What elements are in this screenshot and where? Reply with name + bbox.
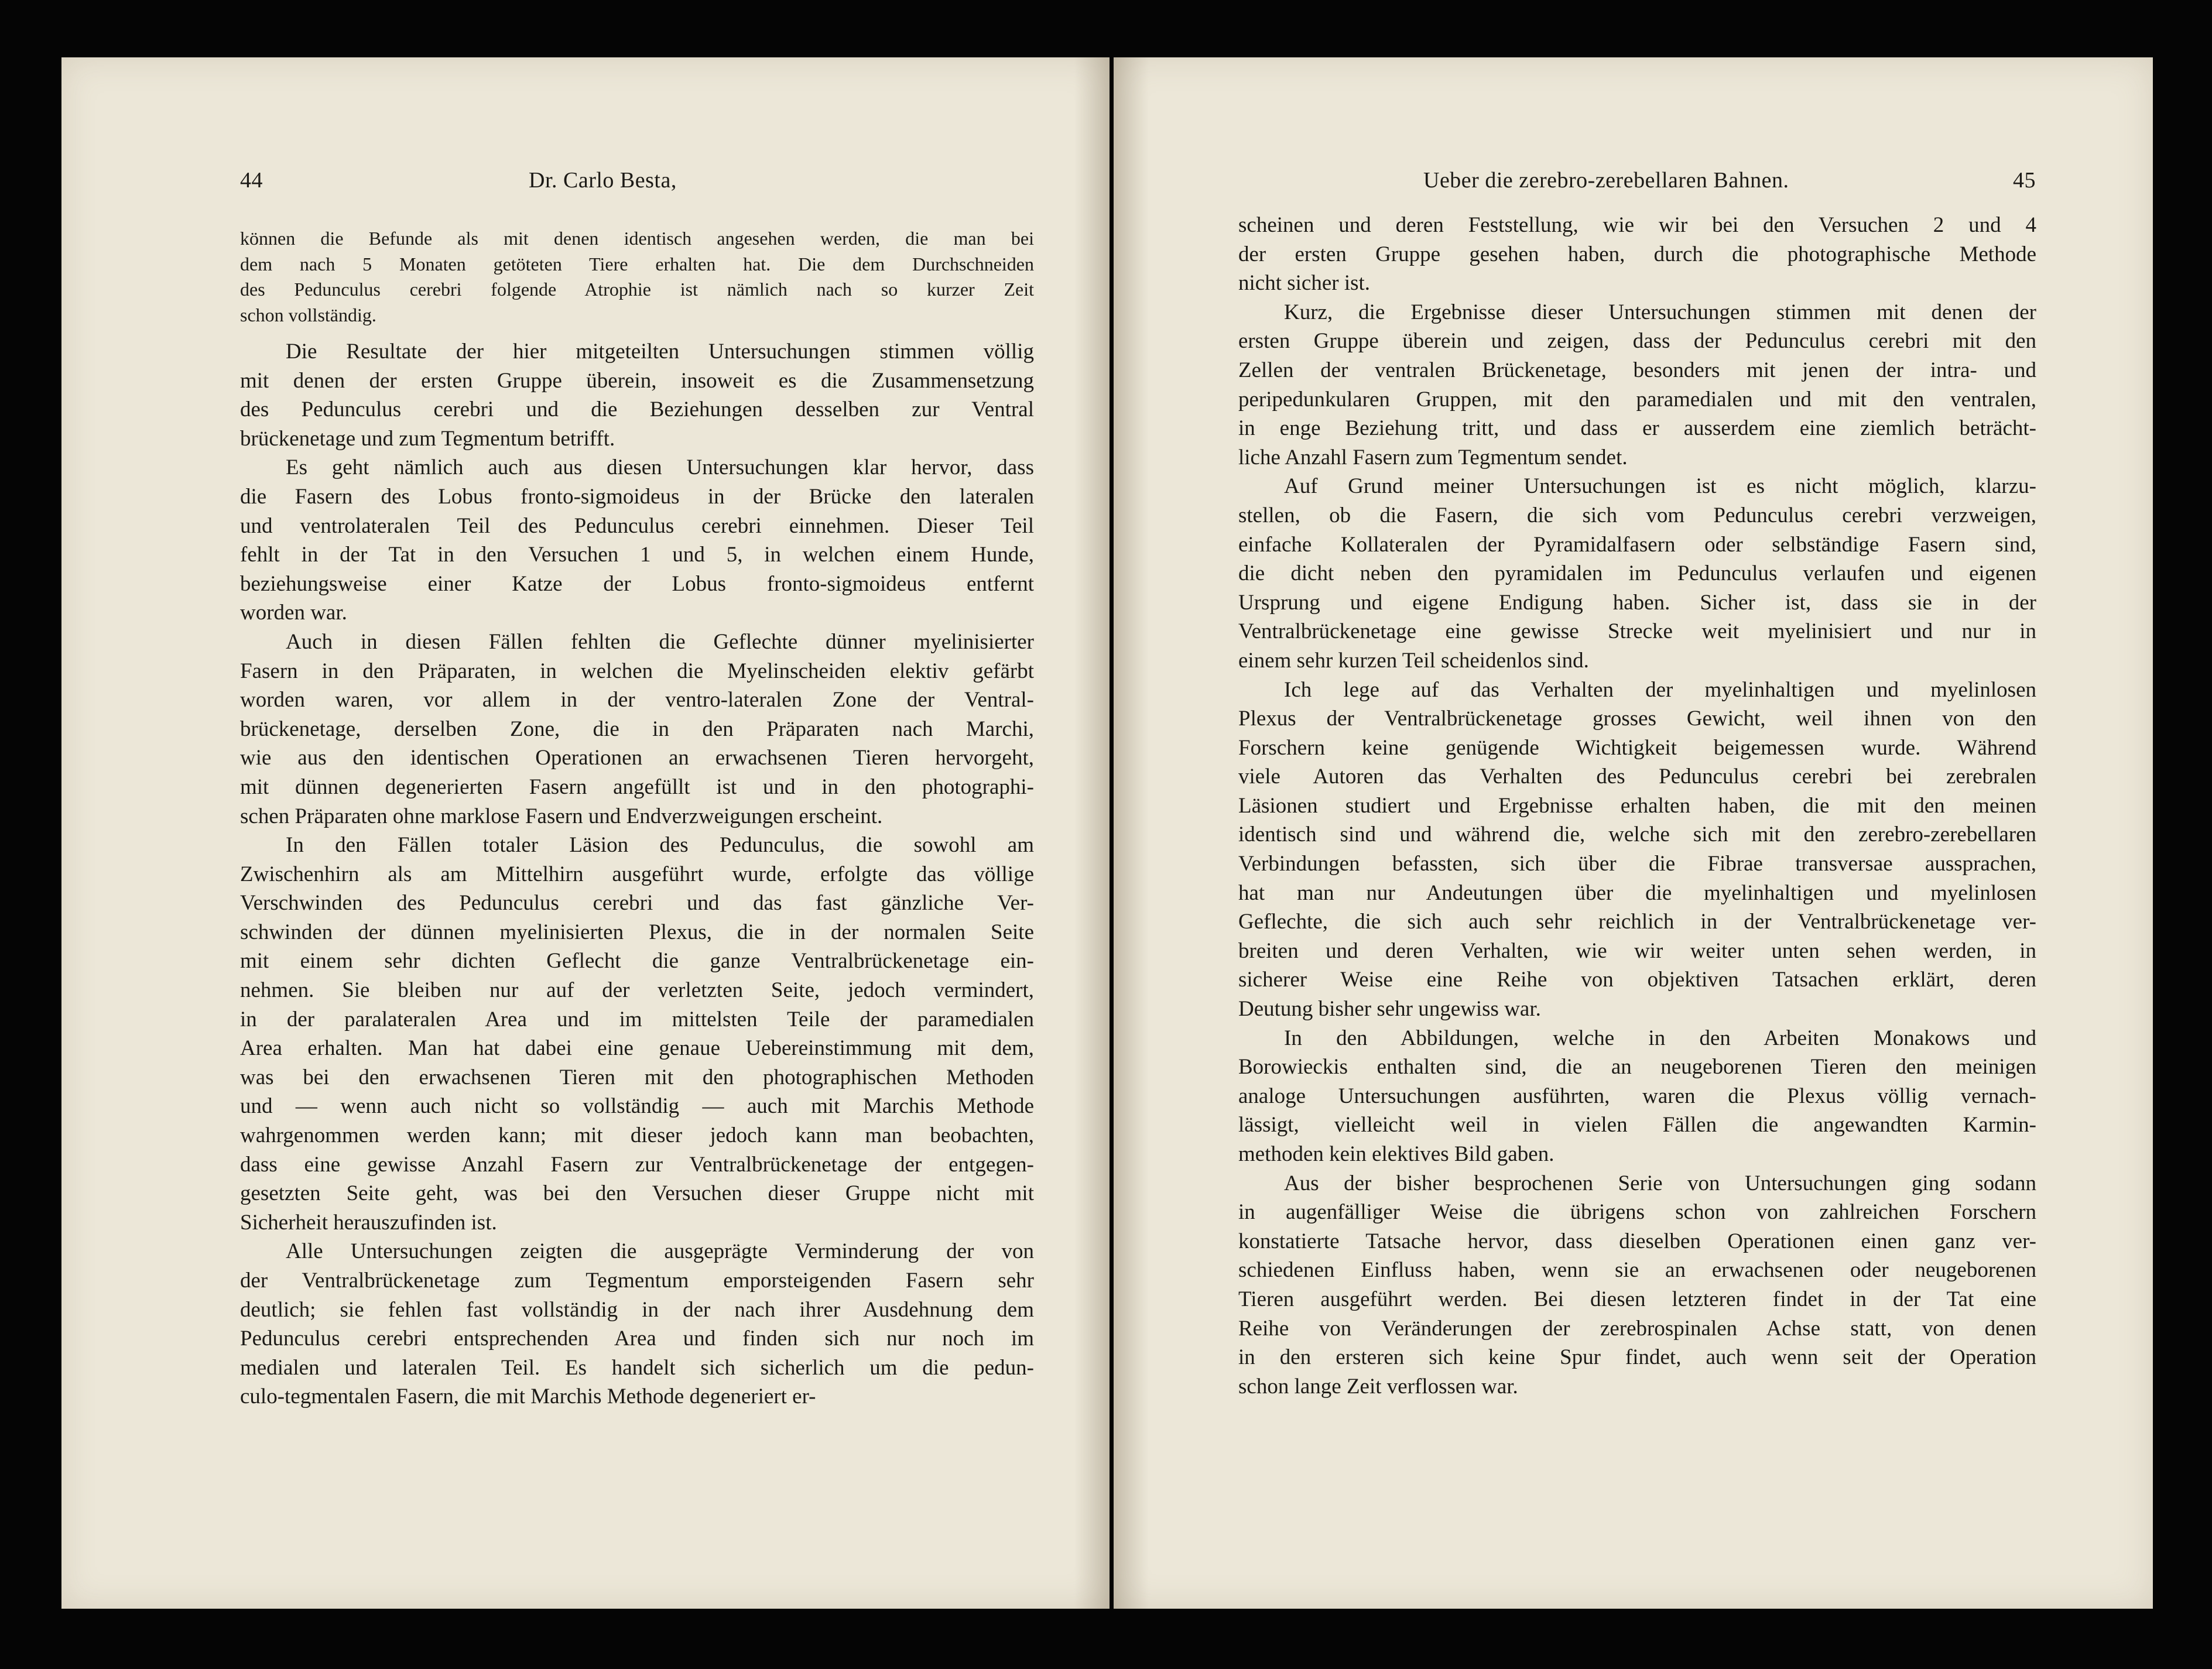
text-line: Läsionen studiert und Ergebnisse erhalten haben, die mit den meinen [1238, 793, 2036, 818]
text-line: wahrgenommen werden kann; mit dieser jedoch kann man beobachten, [240, 1123, 1034, 1148]
text-line: beziehungsweise einer Katze der Lobus fronto-sigmoideus entfernt [240, 571, 1034, 596]
paragraph [240, 831, 1034, 1237]
text-line: Die Resultate der hier mitgeteilten Untersuchungen stimmen völlig [286, 340, 1034, 364]
text-line: die dicht neben den pyramidalen im Pedunculus verlaufen und eigenen [1238, 561, 2036, 586]
paragraph [1238, 472, 2036, 675]
text-line: Zwischenhirn als am Mittelhirn ausgeführt wurde, erfolgte das völlige [240, 862, 1034, 886]
text-line: Area erhalten. Man hat dabei eine genaue Uebereinstimmung mit dem, [240, 1036, 1034, 1061]
text-line: in enge Beziehung tritt, und dass er ausserdem eine ziemlich beträcht- [1238, 416, 2036, 441]
text-line: nehmen. Sie bleiben nur auf der verletzten Seite, jedoch vermindert, [240, 978, 1034, 1003]
text-line: methoden kein elektives Bild gaben. [1238, 1142, 1554, 1166]
text-line: Auch in diesen Fällen fehlten die Geflechte dünner myelinisierter [286, 629, 1034, 654]
text-line: mit dünnen degenerierten Fasern angefüllt ist und in den photographi- [240, 774, 1034, 799]
text-line: einem sehr kurzen Teil scheidenlos sind. [1238, 648, 1589, 673]
page-number: 44 [240, 168, 263, 193]
gutter-shadow [1074, 57, 1110, 1609]
text-line: stellen, ob die Fasern, die sich vom Pedunculus cerebri verzweigen, [1238, 503, 2036, 527]
text-line: Aus der bisher besprochenen Serie von Untersuchungen ging sodann [1284, 1171, 2036, 1195]
text-line: In den Abbildungen, welche in den Arbeiten Monakows und [1284, 1026, 2036, 1050]
text-line: peripedunkularen Gruppen, mit den paramedialen und mit den ventralen, [1238, 387, 2036, 412]
text-line: Geflechte, die sich auch sehr reichlich in der Ventralbrückenetage ver- [1238, 910, 2036, 934]
paragraph [240, 628, 1034, 831]
paragraph [1238, 676, 2036, 1024]
footnote-continuation [240, 226, 1034, 328]
text-line: analoge Untersuchungen ausführten, waren die Plexus völlig vernach- [1238, 1084, 2036, 1108]
text-line: In den Fällen totaler Läsion des Pedunculus, die sowohl am [286, 833, 1034, 858]
page-number: 45 [2013, 168, 2036, 193]
text-line: der Ventralbrückenetage zum Tegmentum emporsteigenden Fasern sehr [240, 1269, 1034, 1293]
text-line: Sicherheit herauszufinden ist. [240, 1210, 497, 1235]
text-line: und — wenn auch nicht so vollständig — auch mit Marchis Methode [240, 1094, 1034, 1119]
text-line: mit einem sehr dichten Geflecht die ganze Ventralbrückenetage ein- [240, 949, 1034, 974]
text-line: schwinden der dünnen myelinisierten Plexus, die in der normalen Seite [240, 920, 1034, 944]
text-line: worden waren, vor allem in der ventro-lateralen Zone der Ventral- [240, 688, 1034, 712]
text-line: sicherer Weise eine Reihe von objektiven Tatsachen erklärt, deren [1238, 968, 2036, 992]
text-line: dem nach 5 Monaten getöteten Tiere erhalten hat. Die dem Durchschneiden [240, 253, 1034, 275]
paragraph [1238, 1024, 2036, 1169]
text-line: Verschwinden des Pedunculus cerebri und das fast gänzliche Ver- [240, 891, 1034, 916]
text-line: was bei den erwachsenen Tieren mit den photographischen Methoden [240, 1065, 1034, 1089]
text-line: in den ersteren sich keine Spur findet, auch wenn seit der Operation [1238, 1345, 2036, 1370]
left-page-body [240, 226, 1034, 1411]
text-line: lässigt, vielleicht weil in vielen Fällen die angewandten Karmin- [1238, 1113, 2036, 1137]
text-line: wie aus den identischen Operationen an erwachsenen Tieren hervorgeht, [240, 746, 1034, 770]
text-line: culo-tegmentalen Fasern, die mit Marchis Methode degeneriert er- [240, 1384, 816, 1409]
text-line: ersten Gruppe überein und zeigen, dass der Pedunculus cerebri mit den [1238, 329, 2036, 354]
text-line: brückenetage und zum Tegmentum betrifft. [240, 426, 615, 451]
text-line: und ventrolateralen Teil des Pedunculus cerebri einnehmen. Dieser Teil [240, 513, 1034, 538]
text-line: Ventralbrückenetage eine gewisse Strecke weit myelinisiert und nur in [1238, 619, 2036, 644]
text-line: Reihe von Veränderungen der zerebrospinalen Achse statt, von denen [1238, 1316, 2036, 1341]
text-line: schen Präparaten ohne marklose Fasern und Endverzweigungen erscheint. [240, 804, 883, 828]
text-line: Verbindungen befassten, sich über die Fibrae transversae aussprachen, [1238, 852, 2036, 876]
running-head: Dr. Carlo Besta, [529, 168, 677, 193]
text-line: Es geht nämlich auch aus diesen Untersuchungen klar hervor, dass [286, 455, 1034, 480]
text-line: schon lange Zeit verflossen war. [1238, 1374, 1518, 1399]
text-line: in augenfälliger Weise die übrigens schon von zahlreichen Forschern [1238, 1200, 2036, 1225]
text-line: viele Autoren das Verhalten des Pedunculus cerebri bei zerebralen [1238, 765, 2036, 789]
paragraph [240, 1237, 1034, 1411]
text-line: des Pedunculus cerebri folgende Atrophie ist nämlich nach so kurzer Zeit [240, 279, 1034, 300]
text-line: in der paralateralen Area und im mittelsten Teile der paramedialen [240, 1007, 1034, 1031]
paragraph [240, 337, 1034, 453]
text-line: einfache Kollateralen der Pyramidalfasern oder selbständige Fasern sind, [1238, 532, 2036, 557]
paragraph [1238, 211, 2036, 298]
text-line: Ich lege auf das Verhalten der myelinhaltigen und myelinlosen [1284, 677, 2036, 702]
text-line: Deutung bisher sehr ungewiss war. [1238, 997, 1541, 1022]
text-line: schiedenen Einfluss haben, wenn sie an erwachsenen oder neugeborenen [1238, 1258, 2036, 1283]
running-head: Ueber die zerebro-zerebellaren Bahnen. [1423, 168, 1789, 193]
right-page-body [1238, 211, 2036, 1401]
text-line: die Fasern des Lobus fronto-sigmoideus in der Brücke den lateralen [240, 484, 1034, 509]
text-line: Ursprung und eigene Endigung haben. Sicher ist, dass sie in der [1238, 590, 2036, 615]
text-line: identisch sind und während die, welche sich mit den zerebro-zerebellaren [1238, 822, 2036, 847]
text-line: können die Befunde als mit denen identisch angesehen werden, die man bei [240, 228, 1034, 249]
text-line: schon vollständig. [240, 304, 376, 325]
text-line: Pedunculus cerebri entsprechenden Area und finden sich nur noch im [240, 1327, 1034, 1351]
text-line: scheinen und deren Feststellung, wie wir bei den Versuchen 2 und 4 [1238, 213, 2036, 237]
spacer [240, 328, 1034, 337]
gutter-shadow [1114, 57, 1149, 1609]
text-line: deutlich; sie fehlen fast vollständig in der nach ihrer Ausdehnung dem [240, 1297, 1034, 1322]
text-line: liche Anzahl Fasern zum Tegmentum sendet. [1238, 445, 1628, 469]
right-page [1114, 57, 2153, 1609]
text-line: Alle Untersuchungen zeigten die ausgeprägte Verminderung der von [286, 1239, 1034, 1264]
text-line: der ersten Gruppe gesehen haben, durch die photographische Methode [1238, 242, 2036, 266]
text-line: Forschern keine genügende Wichtigkeit beigemessen wurde. Während [1238, 735, 2036, 760]
text-line: Tieren ausgeführt werden. Bei diesen letzteren findet in der Tat eine [1238, 1287, 2036, 1311]
paragraph [1238, 1169, 2036, 1401]
text-line: Kurz, die Ergebnisse dieser Untersuchungen stimmen mit denen der [1284, 300, 2036, 324]
text-line: des Pedunculus cerebri und die Beziehungen desselben zur Ventral [240, 397, 1034, 422]
text-line: Auf Grund meiner Untersuchungen ist es nicht möglich, klarzu- [1284, 474, 2036, 499]
text-line: gesetzten Seite geht, was bei den Versuchen dieser Gruppe nicht mit [240, 1181, 1034, 1206]
text-line: medialen und lateralen Teil. Es handelt sich sicherlich um die pedun- [240, 1355, 1034, 1380]
text-line: Borowieckis enthalten sind, die an neugeborenen Tieren den meinigen [1238, 1055, 2036, 1079]
text-line: worden war. [240, 601, 347, 625]
text-line: breiten und deren Verhalten, wie wir weiter unten sehen werden, in [1238, 938, 2036, 963]
paragraph [1238, 298, 2036, 472]
text-line: konstatierte Tatsache hervor, dass dieselben Operationen einen ganz ver- [1238, 1229, 2036, 1253]
text-line: hat man nur Andeutungen über die myelinhaltigen und myelinlosen [1238, 880, 2036, 905]
text-line: nicht sicher ist. [1238, 271, 1371, 296]
text-line: dass eine gewisse Anzahl Fasern zur Ventralbrückenetage der entgegen- [240, 1152, 1034, 1177]
paragraph [240, 453, 1034, 628]
text-line: fehlt in der Tat in den Versuchen 1 und 5, in welchen einem Hunde, [240, 543, 1034, 567]
text-line: mit denen der ersten Gruppe überein, insoweit es die Zusammensetzung [240, 368, 1034, 393]
text-line: Fasern in den Präparaten, in welchen die Myelinscheiden elektiv gefärbt [240, 659, 1034, 683]
left-page [61, 57, 1110, 1609]
text-line: Zellen der ventralen Brückenetage, besonders mit jenen der intra- und [1238, 358, 2036, 382]
text-line: Plexus der Ventralbrückenetage grosses Gewicht, weil ihnen von den [1238, 707, 2036, 731]
text-line: brückenetage, derselben Zone, die in den Präparaten nach Marchi, [240, 717, 1034, 741]
